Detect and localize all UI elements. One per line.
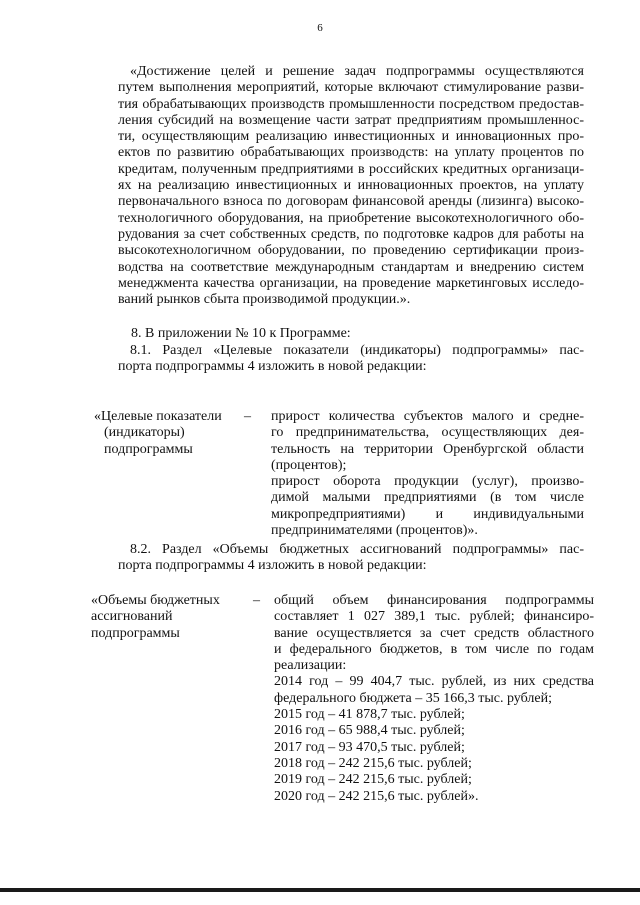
table2-dash: –: [253, 593, 260, 608]
item-8-heading: 8. В приложении № 10 к Программе:: [131, 326, 351, 341]
text-line: менеджмента качества организации, на проведение маркетинговых исследо-: [118, 275, 584, 291]
item-8-2: [118, 542, 584, 575]
text-line: (процентов);: [271, 457, 347, 473]
table1-dash: –: [244, 409, 251, 424]
text-line: 2016 год – 65 988,4 тыс. рублей;: [274, 723, 465, 739]
label-line: «Объемы бюджетных: [91, 593, 220, 608]
text-line: и федерального бюджетов, в том числе по годам: [274, 641, 594, 657]
text-line: димой малыми предприятиями (в том числе: [271, 490, 584, 506]
page-number: 6: [317, 22, 323, 34]
text-line: 8.2. Раздел «Объемы бюджетных ассигнований подпрограммы» пас-: [130, 542, 584, 557]
text-line: микропредприятиями) и индивидуальными: [271, 506, 584, 522]
label-line: «Целевые показатели: [94, 409, 222, 424]
text-line: ях на реализацию инвестиционных и инновационных проектов, на уплату: [118, 178, 584, 194]
bottom-scan-border: [0, 888, 640, 892]
table2-text: [274, 593, 594, 805]
text-line: ти, осуществляющим реализацию инвестиционных и инновационных про-: [118, 129, 584, 145]
item-8-1: [118, 343, 584, 376]
text-line: 2020 год – 242 215,6 тыс. рублей».: [274, 788, 479, 804]
text-line: го предпринимательства, осуществляющих дея-: [271, 425, 584, 441]
text-line: 2017 год – 93 470,5 тыс. рублей;: [274, 739, 465, 755]
text-line: составляет 1 027 389,1 тыс. рублей; финансиро-: [274, 609, 594, 625]
text-line: рудования за счет собственных средств, по подготовке кадров для работы на: [118, 226, 584, 242]
text-line: первоначального взноса по договорам финансовой аренды (лизинга) высоко-: [118, 194, 584, 210]
table1-label: [94, 409, 244, 458]
text-line: прирост количества субъектов малого и средне-: [271, 409, 584, 424]
text-line: «Достижение целей и решение задач подпрограммы осуществляются: [130, 64, 584, 79]
text-line: ектов по развитию обрабатывающих производств: на уплату процентов по: [118, 145, 584, 161]
text-line: тельность на территории Оренбургской области: [271, 441, 584, 457]
text-line: 2019 год – 242 215,6 тыс. рублей;: [274, 772, 472, 788]
text-line: федерального бюджета – 35 166,3 тыс. рублей;: [274, 690, 552, 706]
text-line: порта подпрограммы 4 изложить в новой редакции:: [118, 558, 427, 574]
label-line: ассигнований: [91, 609, 173, 625]
text-line: порта подпрограммы 4 изложить в новой редакции:: [118, 359, 427, 375]
table2-label: [91, 593, 251, 642]
text-line: 2014 год – 99 404,7 тыс. рублей, из них средства: [274, 674, 594, 690]
text-line: ления субсидий на возмещение части затрат предприятиям промышленнос-: [118, 112, 584, 128]
text-line: ваний рынков сбыта производимой продукции.».: [118, 292, 411, 308]
text-line: тия обрабатывающих производств промышленности посредством предостав-: [118, 96, 584, 112]
text-line: кредитам, полученным предприятиями в российских кредитных организаци-: [118, 161, 584, 177]
text-line: 8.1. Раздел «Целевые показатели (индикаторы) подпрограммы» пас-: [130, 343, 584, 358]
label-line: (индикаторы): [104, 425, 185, 441]
text-line: прирост оборота продукции (услуг), произво-: [271, 474, 584, 490]
text-line: 2015 год – 41 878,7 тыс. рублей;: [274, 707, 465, 723]
text-line: путем выполнения мероприятий, которые включают стимулирование разви-: [118, 80, 584, 96]
text-line: общий объем финансирования подпрограммы: [274, 593, 594, 608]
text-line: вание осуществляется за счет средств областного: [274, 625, 594, 641]
text-line: технологичного оборудования, на приобретение высокотехнологичного обо-: [118, 210, 584, 226]
text-line: 2018 год – 242 215,6 тыс. рублей;: [274, 755, 472, 771]
text-line: водства на соответствие международным стандартам и внедрению систем: [118, 259, 584, 275]
label-line: подпрограммы: [104, 441, 193, 457]
text-line: высокотехнологичном оборудовании, по проведению сертификации произ-: [118, 243, 584, 259]
paragraph-subprogram-goals: [118, 64, 584, 308]
label-line: подпрограммы: [91, 625, 180, 641]
text-line: реализации:: [274, 658, 347, 674]
text-line: предпринимателями (процентов)».: [271, 523, 478, 539]
table1-text: [271, 409, 584, 539]
